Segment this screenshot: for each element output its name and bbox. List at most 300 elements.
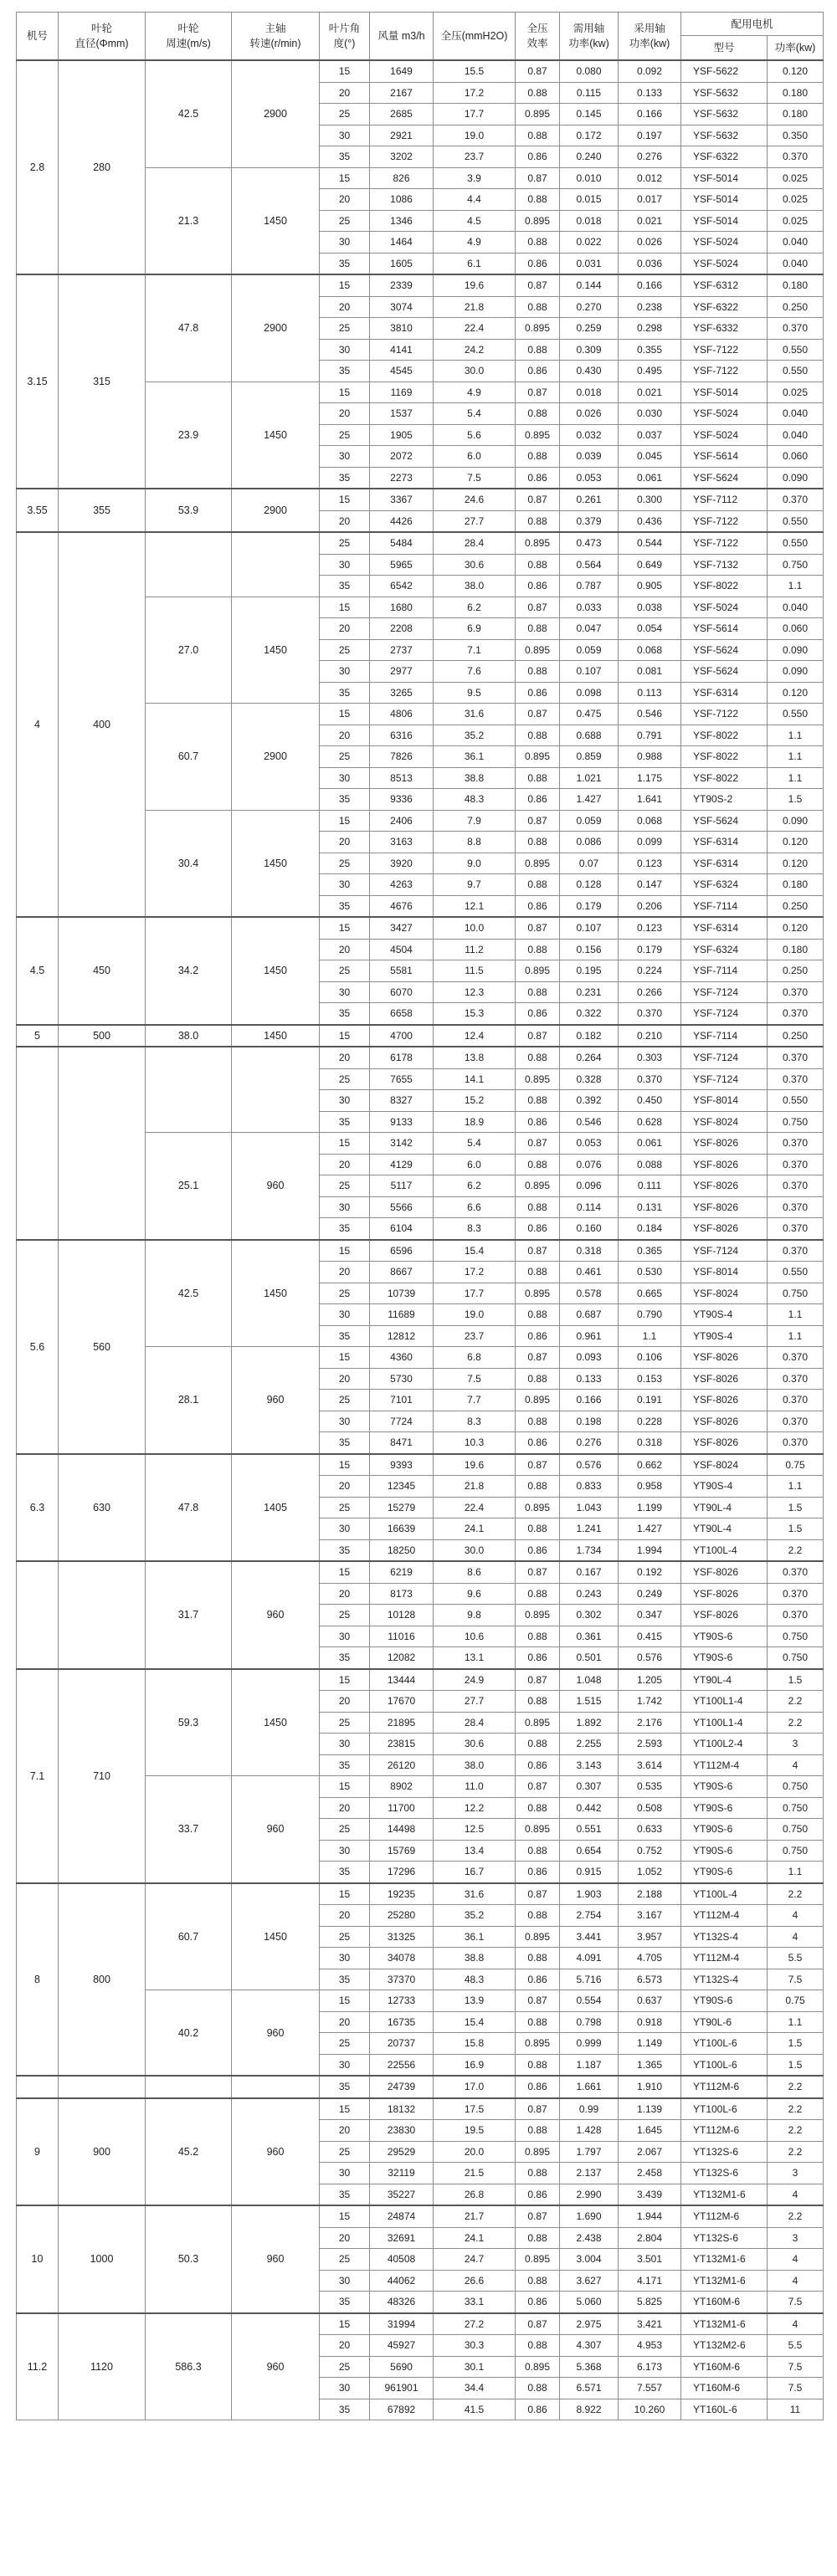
- total-pressure-cell: 19.0: [434, 125, 516, 146]
- machine-no-cell: 3.55: [17, 489, 59, 532]
- motor-model-cell: YSF-7124: [681, 981, 768, 1003]
- airflow-cell: 1346: [370, 210, 434, 232]
- motor-model-cell: YT160M-6: [681, 2356, 768, 2378]
- motor-power-cell: 0.060: [768, 446, 824, 468]
- motor-model-cell: YSF-8026: [681, 1175, 768, 1197]
- efficiency-cell: 0.895: [516, 1175, 560, 1197]
- blade-angle-cell: 25: [320, 210, 370, 232]
- motor-model-cell: YSF-5014: [681, 382, 768, 403]
- efficiency-cell: 0.88: [516, 232, 560, 254]
- adopted-power-cell: 1.742: [619, 1691, 681, 1713]
- airflow-cell: 9133: [370, 1111, 434, 1133]
- efficiency-cell: 0.895: [516, 1390, 560, 1411]
- adopted-power-cell: 2.804: [619, 2227, 681, 2249]
- efficiency-cell: 0.88: [516, 1368, 560, 1390]
- motor-power-cell: 0.370: [768, 981, 824, 1003]
- total-pressure-cell: 36.1: [434, 1926, 516, 1948]
- adopted-power-cell: 0.037: [619, 424, 681, 446]
- total-pressure-cell: 34.4: [434, 2378, 516, 2399]
- shaft-speed-cell: 960: [232, 1561, 320, 1669]
- shaft-speed-cell: 1450: [232, 1025, 320, 1047]
- shaft-power-cell: 0.145: [560, 104, 619, 125]
- adopted-power-cell: 1.139: [619, 2098, 681, 2120]
- motor-power-cell: 11: [768, 2399, 824, 2420]
- adopted-power-cell: 7.557: [619, 2378, 681, 2399]
- airflow-cell: 4360: [370, 1347, 434, 1369]
- airflow-cell: 6104: [370, 1218, 434, 1240]
- tip-speed-cell: 40.2: [146, 1990, 232, 2077]
- impeller-diameter-cell: 355: [59, 489, 146, 532]
- shaft-power-cell: 0.031: [560, 253, 619, 274]
- blade-angle-cell: 20: [320, 296, 370, 318]
- shaft-power-cell: 0.859: [560, 746, 619, 768]
- shaft-power-cell: 0.022: [560, 232, 619, 254]
- blade-angle-cell: 30: [320, 1734, 370, 1755]
- motor-model-cell: YT90S-6: [681, 1626, 768, 1647]
- adopted-power-cell: 0.012: [619, 167, 681, 189]
- motor-model-cell: YSF-8022: [681, 725, 768, 746]
- total-pressure-cell: 4.9: [434, 232, 516, 254]
- motor-model-cell: YSF-5014: [681, 167, 768, 189]
- motor-model-cell: YSF-5632: [681, 104, 768, 125]
- impeller-diameter-cell: 450: [59, 917, 146, 1025]
- efficiency-cell: 0.88: [516, 981, 560, 1003]
- machine-no-cell: [17, 2076, 59, 2098]
- motor-model-cell: YSF-8022: [681, 576, 768, 597]
- shaft-power-cell: 0.833: [560, 1476, 619, 1498]
- shaft-speed-cell: [232, 1047, 320, 1133]
- adopted-power-cell: 0.298: [619, 318, 681, 340]
- motor-power-cell: 0.750: [768, 1111, 824, 1133]
- blade-angle-cell: 35: [320, 1754, 370, 1776]
- impeller-diameter-cell: 280: [59, 60, 146, 274]
- adopted-power-cell: 0.300: [619, 489, 681, 510]
- machine-no-cell: 9: [17, 2098, 59, 2206]
- motor-model-cell: YSF-8026: [681, 1368, 768, 1390]
- total-pressure-cell: 15.3: [434, 1003, 516, 1025]
- airflow-cell: 10128: [370, 1605, 434, 1626]
- shaft-power-cell: 0.166: [560, 1390, 619, 1411]
- efficiency-cell: 0.895: [516, 1068, 560, 1090]
- motor-power-cell: 1.1: [768, 767, 824, 789]
- shaft-power-cell: 0.059: [560, 810, 619, 832]
- blade-angle-cell: 15: [320, 1883, 370, 1905]
- total-pressure-cell: 26.8: [434, 2184, 516, 2205]
- airflow-cell: 31994: [370, 2313, 434, 2335]
- airflow-cell: 16639: [370, 1518, 434, 1540]
- header-impeller-diameter: 叶轮 直径(Φmm): [59, 13, 146, 61]
- total-pressure-cell: 6.0: [434, 1154, 516, 1175]
- blade-angle-cell: 20: [320, 2011, 370, 2033]
- motor-model-cell: YT100L1-4: [681, 1691, 768, 1713]
- blade-angle-cell: 25: [320, 1819, 370, 1841]
- efficiency-cell: 0.895: [516, 2033, 560, 2055]
- motor-model-cell: YSF-5024: [681, 403, 768, 425]
- total-pressure-cell: 48.3: [434, 789, 516, 811]
- motor-power-cell: 0.120: [768, 60, 824, 82]
- blade-angle-cell: 25: [320, 853, 370, 874]
- motor-power-cell: 0.75: [768, 1990, 824, 2012]
- shaft-power-cell: 0.430: [560, 361, 619, 382]
- airflow-cell: 6219: [370, 1561, 434, 1583]
- machine-no-cell: 11.2: [17, 2313, 59, 2420]
- efficiency-cell: 0.88: [516, 832, 560, 853]
- total-pressure-cell: 23.7: [434, 1325, 516, 1347]
- motor-power-cell: 1.5: [768, 2033, 824, 2055]
- adopted-power-cell: 1.645: [619, 2120, 681, 2142]
- efficiency-cell: 0.895: [516, 424, 560, 446]
- total-pressure-cell: 14.1: [434, 1068, 516, 1090]
- motor-power-cell: 2.2: [768, 1691, 824, 1713]
- total-pressure-cell: 13.9: [434, 1990, 516, 2012]
- adopted-power-cell: 0.092: [619, 60, 681, 82]
- fan-performance-table: [16, 12, 824, 2420]
- airflow-cell: 6658: [370, 1003, 434, 1025]
- blade-angle-cell: 30: [320, 981, 370, 1003]
- airflow-cell: 3810: [370, 318, 434, 340]
- machine-no-cell: 10: [17, 2205, 59, 2313]
- table-row: [17, 489, 824, 510]
- efficiency-cell: 0.88: [516, 661, 560, 683]
- adopted-power-cell: 0.662: [619, 1454, 681, 1476]
- motor-power-cell: 1.5: [768, 1497, 824, 1518]
- shaft-power-cell: 5.716: [560, 1969, 619, 1990]
- motor-power-cell: 1.5: [768, 2054, 824, 2076]
- shaft-power-cell: 0.053: [560, 467, 619, 489]
- motor-power-cell: 1.1: [768, 1304, 824, 1326]
- blade-angle-cell: 25: [320, 1712, 370, 1734]
- blade-angle-cell: 25: [320, 532, 370, 554]
- airflow-cell: 10739: [370, 1283, 434, 1304]
- total-pressure-cell: 28.4: [434, 1712, 516, 1734]
- total-pressure-cell: 24.7: [434, 2249, 516, 2271]
- motor-power-cell: 0.370: [768, 1347, 824, 1369]
- shaft-speed-cell: [232, 532, 320, 597]
- motor-power-cell: 0.120: [768, 853, 824, 874]
- adopted-power-cell: 0.791: [619, 725, 681, 746]
- motor-power-cell: 4: [768, 1754, 824, 1776]
- adopted-power-cell: 1.175: [619, 767, 681, 789]
- motor-model-cell: YSF-8022: [681, 767, 768, 789]
- efficiency-cell: 0.88: [516, 1626, 560, 1647]
- adopted-power-cell: 0.988: [619, 746, 681, 768]
- motor-power-cell: 0.090: [768, 661, 824, 683]
- motor-power-cell: 0.750: [768, 554, 824, 576]
- airflow-cell: 1649: [370, 60, 434, 82]
- airflow-cell: 9393: [370, 1454, 434, 1476]
- airflow-cell: 1169: [370, 382, 434, 403]
- airflow-cell: 35227: [370, 2184, 434, 2205]
- motor-power-cell: 0.370: [768, 1605, 824, 1626]
- motor-power-cell: 3: [768, 2163, 824, 2184]
- motor-model-cell: YSF-8014: [681, 1262, 768, 1283]
- total-pressure-cell: 19.6: [434, 1454, 516, 1476]
- adopted-power-cell: 0.036: [619, 253, 681, 274]
- adopted-power-cell: 0.147: [619, 874, 681, 896]
- total-pressure-cell: 13.1: [434, 1647, 516, 1669]
- tip-speed-cell: 25.1: [146, 1133, 232, 1240]
- efficiency-cell: 0.88: [516, 1905, 560, 1927]
- motor-power-cell: 0.250: [768, 296, 824, 318]
- impeller-diameter-cell: 1000: [59, 2205, 146, 2313]
- motor-model-cell: YSF-5614: [681, 446, 768, 468]
- airflow-cell: 2339: [370, 274, 434, 296]
- efficiency-cell: 0.895: [516, 2141, 560, 2163]
- motor-power-cell: 0.090: [768, 467, 824, 489]
- efficiency-cell: 0.87: [516, 597, 560, 618]
- shaft-power-cell: 0.182: [560, 1025, 619, 1047]
- adopted-power-cell: 0.153: [619, 1368, 681, 1390]
- total-pressure-cell: 10.6: [434, 1626, 516, 1647]
- motor-model-cell: YSF-8022: [681, 746, 768, 768]
- adopted-power-cell: 0.061: [619, 1133, 681, 1155]
- blade-angle-cell: 35: [320, 682, 370, 704]
- blade-angle-cell: 35: [320, 2292, 370, 2313]
- total-pressure-cell: 17.7: [434, 1283, 516, 1304]
- header-efficiency: 全压 效率: [516, 13, 560, 61]
- efficiency-cell: 0.895: [516, 639, 560, 661]
- motor-model-cell: YT100L1-4: [681, 1712, 768, 1734]
- adopted-power-cell: 1.994: [619, 1539, 681, 1561]
- shaft-power-cell: 5.368: [560, 2356, 619, 2378]
- blade-angle-cell: 20: [320, 725, 370, 746]
- efficiency-cell: 0.86: [516, 1111, 560, 1133]
- shaft-speed-cell: 1450: [232, 810, 320, 917]
- motor-power-cell: 2.2: [768, 2098, 824, 2120]
- shaft-speed-cell: 960: [232, 1133, 320, 1240]
- efficiency-cell: 0.87: [516, 1669, 560, 1691]
- machine-no-cell: 7.1: [17, 1669, 59, 1883]
- blade-angle-cell: 35: [320, 1218, 370, 1240]
- airflow-cell: 14498: [370, 1819, 434, 1841]
- table-row: [17, 532, 824, 554]
- shaft-power-cell: 0.198: [560, 1411, 619, 1432]
- motor-model-cell: YT100L-6: [681, 2098, 768, 2120]
- efficiency-cell: 0.87: [516, 917, 560, 939]
- adopted-power-cell: 0.905: [619, 576, 681, 597]
- efficiency-cell: 0.88: [516, 1840, 560, 1862]
- shaft-power-cell: 3.004: [560, 2249, 619, 2271]
- airflow-cell: 12812: [370, 1325, 434, 1347]
- motor-power-cell: 0.180: [768, 82, 824, 104]
- motor-power-cell: 0.180: [768, 939, 824, 960]
- airflow-cell: 961901: [370, 2378, 434, 2399]
- motor-power-cell: 0.250: [768, 895, 824, 917]
- shaft-power-cell: 0.240: [560, 146, 619, 168]
- motor-model-cell: YSF-8026: [681, 1133, 768, 1155]
- airflow-cell: 24739: [370, 2076, 434, 2098]
- total-pressure-cell: 6.2: [434, 597, 516, 618]
- total-pressure-cell: 6.0: [434, 446, 516, 468]
- adopted-power-cell: 2.067: [619, 2141, 681, 2163]
- blade-angle-cell: 30: [320, 2378, 370, 2399]
- adopted-power-cell: 0.370: [619, 1068, 681, 1090]
- blade-angle-cell: 25: [320, 2141, 370, 2163]
- shaft-speed-cell: 1405: [232, 1454, 320, 1562]
- airflow-cell: 8173: [370, 1583, 434, 1605]
- adopted-power-cell: 0.450: [619, 1090, 681, 1112]
- motor-model-cell: YT100L-6: [681, 2054, 768, 2076]
- total-pressure-cell: 28.4: [434, 532, 516, 554]
- shaft-power-cell: 0.798: [560, 2011, 619, 2033]
- airflow-cell: 8902: [370, 1776, 434, 1798]
- adopted-power-cell: 1.149: [619, 2033, 681, 2055]
- adopted-power-cell: 0.068: [619, 810, 681, 832]
- motor-model-cell: YSF-7122: [681, 361, 768, 382]
- blade-angle-cell: 35: [320, 1432, 370, 1454]
- motor-power-cell: 0.350: [768, 125, 824, 146]
- motor-model-cell: YSF-5632: [681, 82, 768, 104]
- shaft-power-cell: 0.687: [560, 1304, 619, 1326]
- table-row: [17, 1669, 824, 1691]
- motor-model-cell: YT132S-4: [681, 1969, 768, 1990]
- blade-angle-cell: 25: [320, 2356, 370, 2378]
- total-pressure-cell: 12.2: [434, 1797, 516, 1819]
- total-pressure-cell: 38.0: [434, 576, 516, 597]
- blade-angle-cell: 30: [320, 446, 370, 468]
- motor-power-cell: 0.750: [768, 1840, 824, 1862]
- tip-speed-cell: 59.3: [146, 1669, 232, 1776]
- blade-angle-cell: 35: [320, 2399, 370, 2420]
- blade-angle-cell: 20: [320, 2227, 370, 2249]
- motor-model-cell: YT100L-4: [681, 1883, 768, 1905]
- motor-power-cell: 0.370: [768, 1154, 824, 1175]
- adopted-power-cell: 0.224: [619, 960, 681, 982]
- total-pressure-cell: 22.4: [434, 1497, 516, 1518]
- motor-model-cell: YSF-7132: [681, 554, 768, 576]
- efficiency-cell: 0.88: [516, 2270, 560, 2292]
- total-pressure-cell: 9.7: [434, 874, 516, 896]
- total-pressure-cell: 15.8: [434, 2033, 516, 2055]
- airflow-cell: 11700: [370, 1797, 434, 1819]
- shaft-power-cell: 0.654: [560, 1840, 619, 1862]
- airflow-cell: 7101: [370, 1390, 434, 1411]
- adopted-power-cell: 1.199: [619, 1497, 681, 1518]
- efficiency-cell: 0.86: [516, 1325, 560, 1347]
- adopted-power-cell: 0.355: [619, 339, 681, 361]
- efficiency-cell: 0.86: [516, 1432, 560, 1454]
- motor-model-cell: YSF-6314: [681, 682, 768, 704]
- adopted-power-cell: 0.347: [619, 1605, 681, 1626]
- motor-model-cell: YSF-8026: [681, 1583, 768, 1605]
- airflow-cell: 2977: [370, 661, 434, 683]
- total-pressure-cell: 13.8: [434, 1047, 516, 1068]
- total-pressure-cell: 35.2: [434, 725, 516, 746]
- motor-power-cell: 5.5: [768, 1948, 824, 1969]
- motor-power-cell: 0.180: [768, 274, 824, 296]
- header-adopted-power: 采用轴 功率(kw): [619, 13, 681, 61]
- efficiency-cell: 0.87: [516, 1776, 560, 1798]
- shaft-power-cell: 0.99: [560, 2098, 619, 2120]
- blade-angle-cell: 30: [320, 661, 370, 683]
- airflow-cell: 2273: [370, 467, 434, 489]
- airflow-cell: 5484: [370, 532, 434, 554]
- airflow-cell: 7826: [370, 746, 434, 768]
- shaft-power-cell: 0.576: [560, 1454, 619, 1476]
- adopted-power-cell: 0.081: [619, 661, 681, 683]
- motor-model-cell: YSF-7114: [681, 960, 768, 982]
- total-pressure-cell: 11.5: [434, 960, 516, 982]
- total-pressure-cell: 31.6: [434, 704, 516, 725]
- motor-model-cell: YSF-7124: [681, 1003, 768, 1025]
- motor-power-cell: 1.1: [768, 1862, 824, 1883]
- tip-speed-cell: 30.4: [146, 810, 232, 917]
- adopted-power-cell: 4.953: [619, 2335, 681, 2357]
- adopted-power-cell: 1.365: [619, 2054, 681, 2076]
- shaft-power-cell: 0.259: [560, 318, 619, 340]
- efficiency-cell: 0.88: [516, 1047, 560, 1068]
- blade-angle-cell: 35: [320, 467, 370, 489]
- shaft-power-cell: 3.441: [560, 1926, 619, 1948]
- efficiency-cell: 0.88: [516, 2163, 560, 2184]
- airflow-cell: 23815: [370, 1734, 434, 1755]
- airflow-cell: 20737: [370, 2033, 434, 2055]
- efficiency-cell: 0.88: [516, 874, 560, 896]
- motor-power-cell: 0.370: [768, 1196, 824, 1218]
- adopted-power-cell: 0.179: [619, 939, 681, 960]
- machine-no-cell: 8: [17, 1883, 59, 2077]
- efficiency-cell: 0.88: [516, 1734, 560, 1755]
- efficiency-cell: 0.88: [516, 403, 560, 425]
- efficiency-cell: 0.895: [516, 1497, 560, 1518]
- adopted-power-cell: 0.546: [619, 704, 681, 725]
- shaft-power-cell: 8.922: [560, 2399, 619, 2420]
- blade-angle-cell: 25: [320, 424, 370, 446]
- total-pressure-cell: 38.8: [434, 767, 516, 789]
- total-pressure-cell: 17.5: [434, 2098, 516, 2120]
- adopted-power-cell: 3.439: [619, 2184, 681, 2205]
- total-pressure-cell: 6.2: [434, 1175, 516, 1197]
- airflow-cell: 2208: [370, 618, 434, 640]
- impeller-diameter-cell: 400: [59, 532, 146, 917]
- airflow-cell: 1905: [370, 424, 434, 446]
- blade-angle-cell: 25: [320, 2033, 370, 2055]
- efficiency-cell: 0.895: [516, 532, 560, 554]
- efficiency-cell: 0.88: [516, 1154, 560, 1175]
- shaft-power-cell: 0.167: [560, 1561, 619, 1583]
- efficiency-cell: 0.895: [516, 853, 560, 874]
- adopted-power-cell: 0.665: [619, 1283, 681, 1304]
- blade-angle-cell: 15: [320, 60, 370, 82]
- efficiency-cell: 0.86: [516, 1003, 560, 1025]
- blade-angle-cell: 20: [320, 82, 370, 104]
- motor-model-cell: YT100L-6: [681, 2033, 768, 2055]
- motor-power-cell: 1.5: [768, 789, 824, 811]
- adopted-power-cell: 0.495: [619, 361, 681, 382]
- adopted-power-cell: 0.249: [619, 1583, 681, 1605]
- motor-model-cell: YT90S-4: [681, 1325, 768, 1347]
- adopted-power-cell: 0.228: [619, 1411, 681, 1432]
- motor-model-cell: YSF-8026: [681, 1432, 768, 1454]
- shaft-power-cell: 0.096: [560, 1175, 619, 1197]
- shaft-speed-cell: 1450: [232, 1669, 320, 1776]
- motor-power-cell: 1.1: [768, 746, 824, 768]
- motor-model-cell: YT90S-6: [681, 1776, 768, 1798]
- efficiency-cell: 0.87: [516, 1883, 560, 1905]
- motor-power-cell: 0.370: [768, 1368, 824, 1390]
- efficiency-cell: 0.88: [516, 1196, 560, 1218]
- blade-angle-cell: 15: [320, 917, 370, 939]
- motor-power-cell: 0.370: [768, 1133, 824, 1155]
- airflow-cell: 4129: [370, 1154, 434, 1175]
- efficiency-cell: 0.895: [516, 2356, 560, 2378]
- shaft-power-cell: 6.571: [560, 2378, 619, 2399]
- shaft-power-cell: 1.427: [560, 789, 619, 811]
- impeller-diameter-cell: 560: [59, 1240, 146, 1454]
- motor-model-cell: YSF-7122: [681, 339, 768, 361]
- shaft-power-cell: 0.276: [560, 1432, 619, 1454]
- total-pressure-cell: 8.3: [434, 1218, 516, 1240]
